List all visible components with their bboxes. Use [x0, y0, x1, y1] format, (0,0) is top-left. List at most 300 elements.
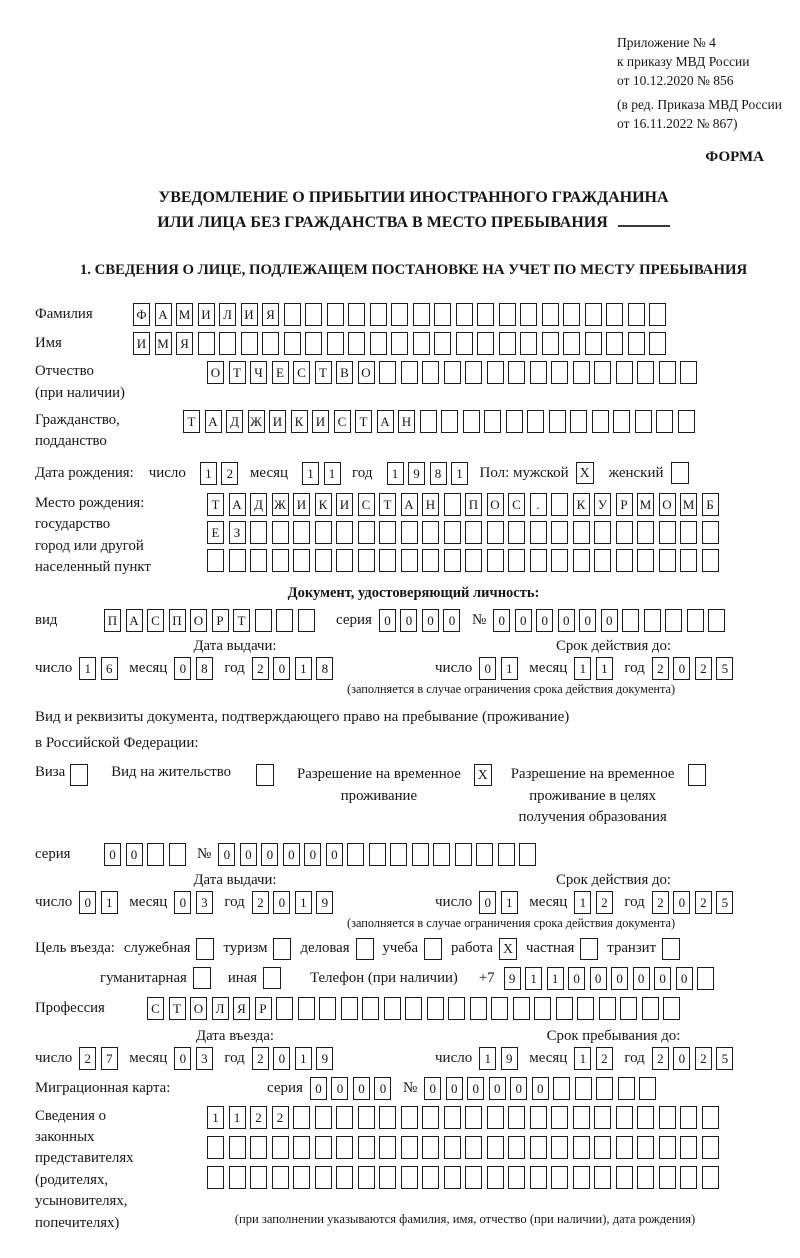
char-cell — [680, 549, 697, 572]
purpose-study-checkbox — [424, 938, 442, 960]
migration-card-number-boxes — [424, 1077, 661, 1100]
day-label: число — [148, 464, 186, 481]
char-cell: 0 — [261, 843, 278, 866]
char-cell — [315, 1166, 332, 1189]
birth-place-label-line4: населенный пункт — [35, 559, 151, 576]
char-cell — [573, 521, 590, 544]
char-cell — [444, 1166, 461, 1189]
char-cell — [229, 549, 246, 572]
char-cell — [606, 303, 623, 326]
char-cell: 0 — [467, 1077, 484, 1100]
sex-male-label: Пол: мужской — [479, 464, 569, 481]
char-cell: 2 — [695, 891, 712, 914]
char-cell — [573, 361, 590, 384]
char-cell — [635, 410, 652, 433]
char-cell — [293, 1136, 310, 1159]
char-cell — [520, 303, 537, 326]
year-label: год — [624, 893, 645, 910]
char-cell: 1 — [525, 967, 542, 990]
number-label: № — [197, 845, 212, 862]
appendix-line: к приказу МВД России — [617, 53, 750, 69]
char-cell: 0 — [273, 657, 290, 680]
validity-note: (заполняется в случае ограничения срока действия документа) — [347, 915, 676, 930]
purpose-label: учеба — [382, 940, 419, 957]
char-cell — [358, 1136, 375, 1159]
residence-doc-intro-line2: в Российской Федерации: — [35, 734, 199, 751]
char-cell: М — [637, 493, 654, 516]
purpose-label: работа — [451, 940, 493, 957]
visa-checkbox — [70, 764, 88, 786]
char-cell: 0 — [515, 609, 532, 632]
char-cell: 2 — [652, 1047, 669, 1070]
day-label: число — [435, 893, 473, 910]
purpose-other-checkbox — [263, 967, 281, 989]
char-cell: 1 — [501, 657, 518, 680]
char-cell — [470, 997, 487, 1020]
representatives-boxes-line2 — [207, 1136, 723, 1159]
char-cell — [659, 1166, 676, 1189]
char-cell: 0 — [489, 1077, 506, 1100]
char-cell — [250, 549, 267, 572]
char-cell — [622, 609, 639, 632]
char-cell — [508, 549, 525, 572]
char-cell — [487, 1166, 504, 1189]
char-cell — [637, 1136, 654, 1159]
char-cell — [680, 1166, 697, 1189]
char-cell — [573, 1166, 590, 1189]
edu-residence-label-line2: проживание в целях — [529, 787, 656, 804]
char-cell — [434, 332, 451, 355]
char-cell — [663, 997, 680, 1020]
temp-residence-checkbox: X — [474, 764, 492, 786]
char-cell — [644, 609, 661, 632]
char-cell: 0 — [326, 843, 343, 866]
char-cell — [659, 361, 676, 384]
char-cell: А — [205, 410, 222, 433]
char-cell — [618, 1077, 635, 1100]
char-cell: . — [530, 493, 547, 516]
char-cell — [530, 1136, 547, 1159]
residence-number-boxes — [218, 843, 541, 866]
char-cell — [390, 843, 407, 866]
char-cell — [594, 361, 611, 384]
char-cell — [207, 1166, 224, 1189]
char-cell: 1 — [302, 462, 319, 485]
stay-month-boxes — [574, 1047, 617, 1070]
purpose-official — [124, 938, 215, 960]
char-cell — [401, 549, 418, 572]
char-cell: Ж — [248, 410, 265, 433]
char-cell: С — [358, 493, 375, 516]
char-cell — [592, 410, 609, 433]
month-label: месяц — [529, 659, 568, 676]
char-cell — [293, 1166, 310, 1189]
temp-residence-label — [297, 764, 461, 807]
birth-place-boxes-line2 — [207, 521, 723, 544]
char-cell: И — [336, 493, 353, 516]
char-cell: С — [147, 997, 164, 1020]
char-cell — [680, 361, 697, 384]
char-cell — [530, 1166, 547, 1189]
char-cell: Т — [233, 609, 250, 632]
surname-label: Фамилия — [35, 306, 93, 323]
char-cell: И — [293, 493, 310, 516]
char-cell — [508, 1106, 525, 1129]
char-cell — [341, 997, 358, 1020]
char-cell: 1 — [574, 657, 591, 680]
issue-year-boxes — [252, 891, 338, 914]
representatives-note: (при заполнении указываются фамилия, имя, отчество (при наличии), дата рождения) — [234, 1211, 696, 1226]
year-label: год — [624, 659, 645, 676]
char-cell — [358, 549, 375, 572]
char-cell: 0 — [422, 609, 439, 632]
birth-day-boxes — [200, 462, 243, 485]
char-cell — [708, 609, 725, 632]
citizenship-label-line2: подданство — [35, 433, 107, 450]
residence-permit-checkbox — [256, 764, 274, 786]
issue-month-boxes — [174, 657, 217, 680]
char-cell: 2 — [652, 657, 669, 680]
representatives-label — [35, 1106, 207, 1235]
entry-date-header: Дата въезда: — [196, 1027, 274, 1044]
char-cell: 0 — [273, 891, 290, 914]
char-cell: 6 — [101, 657, 118, 680]
char-cell — [553, 1077, 570, 1100]
valid-month-boxes — [574, 891, 617, 914]
char-cell — [575, 1077, 592, 1100]
char-cell: 9 — [501, 1047, 518, 1070]
given-name-row — [35, 332, 792, 355]
char-cell — [577, 997, 594, 1020]
char-cell — [456, 303, 473, 326]
char-cell — [207, 549, 224, 572]
char-cell — [498, 843, 515, 866]
sex-female-checkbox — [671, 462, 689, 484]
entry-stay-dates — [35, 1028, 792, 1070]
month-label: месяц — [249, 464, 289, 481]
residence-doc-intro-line1: Вид и реквизиты документа, подтверждающего право на пребывание (проживание) — [35, 708, 570, 725]
char-cell: 1 — [79, 657, 96, 680]
char-cell — [637, 521, 654, 544]
entry-purpose-row — [35, 938, 792, 960]
char-cell: И — [198, 303, 215, 326]
char-cell — [680, 521, 697, 544]
char-cell — [594, 1106, 611, 1129]
char-cell — [327, 332, 344, 355]
char-cell: С — [334, 410, 351, 433]
char-cell — [455, 843, 472, 866]
char-cell — [276, 609, 293, 632]
sex-female-label: женский — [608, 464, 664, 481]
month-label: месяц — [129, 1049, 168, 1066]
char-cell — [448, 997, 465, 1020]
char-cell: 1 — [387, 462, 404, 485]
char-cell — [513, 997, 530, 1020]
doc-number-boxes — [493, 609, 730, 632]
char-cell — [659, 521, 676, 544]
char-cell — [401, 361, 418, 384]
purpose-label: транзит — [607, 940, 657, 957]
char-cell — [508, 361, 525, 384]
char-cell — [315, 1106, 332, 1129]
edition-line: от 16.11.2022 № 867) — [617, 115, 738, 131]
char-cell: 0 — [331, 1077, 348, 1100]
year-label: год — [352, 464, 373, 481]
char-cell: 0 — [479, 657, 496, 680]
char-cell — [401, 1166, 418, 1189]
char-cell: С — [147, 609, 164, 632]
phone-boxes — [504, 967, 719, 990]
birth-place-boxes-line3 — [207, 549, 723, 572]
char-cell — [391, 303, 408, 326]
char-cell — [465, 1136, 482, 1159]
char-cell — [508, 1136, 525, 1159]
char-cell — [487, 1106, 504, 1129]
char-cell — [639, 1077, 656, 1100]
char-cell: 1 — [451, 462, 468, 485]
purpose-work-checkbox: X — [499, 938, 517, 960]
char-cell — [594, 1166, 611, 1189]
month-label: месяц — [529, 1049, 568, 1066]
char-cell — [336, 1106, 353, 1129]
patronymic-row — [35, 361, 792, 404]
char-cell — [659, 1136, 676, 1159]
char-cell: 2 — [252, 657, 269, 680]
char-cell — [422, 361, 439, 384]
char-cell: 0 — [353, 1077, 370, 1100]
char-cell — [637, 1166, 654, 1189]
char-cell: 0 — [379, 609, 396, 632]
char-cell: С — [293, 361, 310, 384]
purpose-study — [383, 938, 443, 960]
char-cell — [519, 843, 536, 866]
char-cell — [549, 410, 566, 433]
char-cell — [422, 549, 439, 572]
char-cell: 0 — [443, 609, 460, 632]
char-cell — [298, 997, 315, 1020]
char-cell: Т — [379, 493, 396, 516]
char-cell — [336, 1166, 353, 1189]
char-cell — [620, 997, 637, 1020]
char-cell — [508, 1166, 525, 1189]
char-cell: 8 — [196, 657, 213, 680]
char-cell — [401, 1136, 418, 1159]
char-cell: 9 — [316, 891, 333, 914]
char-cell — [362, 997, 379, 1020]
title-line2 — [35, 211, 792, 236]
char-cell: О — [190, 609, 207, 632]
title-line1: УВЕДОМЛЕНИЕ О ПРИБЫТИИ ИНОСТРАННОГО ГРАЖДАНИНА — [158, 189, 669, 207]
char-cell — [465, 521, 482, 544]
char-cell: 9 — [316, 1047, 333, 1070]
char-cell: Л — [219, 303, 236, 326]
citizenship-label-line1: Гражданство, — [35, 411, 120, 428]
temp-residence-label-line2: проживание — [340, 787, 418, 804]
char-cell: О — [487, 493, 504, 516]
char-cell — [379, 549, 396, 572]
char-cell: 0 — [601, 609, 618, 632]
char-cell: 5 — [716, 1047, 733, 1070]
char-cell: 0 — [611, 967, 628, 990]
char-cell — [484, 410, 501, 433]
char-cell — [616, 1166, 633, 1189]
char-cell — [272, 549, 289, 572]
char-cell: З — [229, 521, 246, 544]
char-cell — [487, 1136, 504, 1159]
char-cell — [465, 1106, 482, 1129]
migration-card-series-boxes — [310, 1077, 396, 1100]
char-cell: 0 — [536, 609, 553, 632]
char-cell: В — [336, 361, 353, 384]
char-cell — [585, 303, 602, 326]
valid-month-boxes — [574, 657, 617, 680]
validity-date-header: Срок действия до: — [555, 871, 672, 888]
char-cell: Ч — [250, 361, 267, 384]
char-cell: К — [315, 493, 332, 516]
purpose-business-checkbox — [356, 938, 374, 960]
entry-day-boxes — [79, 1047, 122, 1070]
char-cell — [369, 843, 386, 866]
edu-residence-label-line1: Разрешение на временное — [510, 766, 675, 783]
char-cell — [441, 410, 458, 433]
char-cell: Л — [212, 997, 229, 1020]
char-cell — [573, 1106, 590, 1129]
doc-series-boxes — [379, 609, 465, 632]
char-cell: М — [176, 303, 193, 326]
char-cell — [444, 1136, 461, 1159]
residence-permit-options — [35, 764, 792, 828]
char-cell — [379, 1136, 396, 1159]
representatives-boxes-line3 — [207, 1166, 723, 1189]
char-cell: 0 — [218, 843, 235, 866]
char-cell — [534, 997, 551, 1020]
char-cell — [530, 361, 547, 384]
birth-date-label: Дата рождения: — [35, 464, 134, 481]
char-cell — [336, 549, 353, 572]
validity-date-header: Срок действия до: — [555, 637, 672, 654]
char-cell — [520, 332, 537, 355]
char-cell: 0 — [104, 843, 121, 866]
char-cell — [487, 361, 504, 384]
char-cell — [463, 410, 480, 433]
issue-year-boxes — [252, 657, 338, 680]
validity-note: (заполняется в случае ограничения срока действия документа) — [347, 681, 676, 696]
char-cell: 0 — [676, 967, 693, 990]
char-cell — [573, 549, 590, 572]
identity-doc-dates — [35, 638, 792, 697]
char-cell: 1 — [295, 657, 312, 680]
char-cell — [530, 549, 547, 572]
issue-day-boxes — [79, 891, 122, 914]
representatives-row — [35, 1106, 792, 1235]
char-cell: А — [126, 609, 143, 632]
char-cell — [241, 332, 258, 355]
representatives-label-line4: (родителях, — [35, 1171, 109, 1188]
char-cell: 1 — [295, 1047, 312, 1070]
patronymic-label-line1: Отчество — [35, 363, 94, 380]
char-cell: 0 — [174, 657, 191, 680]
edu-residence-label-line3: получения образования — [518, 809, 667, 826]
char-cell — [250, 521, 267, 544]
char-cell — [370, 303, 387, 326]
profession-boxes — [147, 997, 685, 1020]
char-cell — [487, 521, 504, 544]
char-cell — [422, 1106, 439, 1129]
char-cell: У — [594, 493, 611, 516]
month-label: месяц — [129, 659, 168, 676]
char-cell — [637, 361, 654, 384]
citizenship-row — [35, 410, 792, 453]
char-cell — [659, 549, 676, 572]
char-cell: А — [401, 493, 418, 516]
purpose-tourism — [223, 938, 291, 960]
char-cell — [616, 361, 633, 384]
char-cell: 0 — [310, 1077, 327, 1100]
char-cell: 5 — [716, 891, 733, 914]
profession-row — [35, 997, 792, 1020]
char-cell — [665, 609, 682, 632]
char-cell — [336, 521, 353, 544]
char-cell — [293, 549, 310, 572]
char-cell — [465, 549, 482, 572]
char-cell — [542, 303, 559, 326]
birth-month-boxes — [302, 462, 345, 485]
representatives-label-line6: попечителях) — [35, 1214, 120, 1231]
patronymic-label — [35, 361, 207, 404]
char-cell — [358, 1166, 375, 1189]
char-cell: 2 — [252, 891, 269, 914]
char-cell: 2 — [252, 1047, 269, 1070]
char-cell — [379, 1106, 396, 1129]
char-cell — [551, 493, 568, 516]
char-cell: 1 — [479, 1047, 496, 1070]
birth-place-row — [35, 493, 792, 579]
char-cell — [606, 332, 623, 355]
char-cell — [250, 1166, 267, 1189]
char-cell: 0 — [558, 609, 575, 632]
char-cell — [272, 1136, 289, 1159]
purpose-label: туризм — [223, 940, 268, 957]
char-cell: 1 — [501, 891, 518, 914]
char-cell — [444, 493, 461, 516]
doc-kind-boxes — [104, 609, 319, 632]
char-cell — [413, 332, 430, 355]
purpose-business — [300, 938, 373, 960]
char-cell — [412, 843, 429, 866]
char-cell: Д — [226, 410, 243, 433]
char-cell — [250, 1136, 267, 1159]
char-cell: 0 — [633, 967, 650, 990]
edition-line: (в ред. Приказа МВД России — [617, 96, 782, 112]
purpose-tourism-checkbox — [273, 938, 291, 960]
char-cell — [433, 843, 450, 866]
char-cell: О — [207, 361, 224, 384]
patronymic-label-line2: (при наличии) — [35, 384, 125, 401]
char-cell: Т — [183, 410, 200, 433]
stay-until-header: Срок пребывания до: — [546, 1027, 681, 1044]
char-cell — [347, 843, 364, 866]
char-cell — [637, 1106, 654, 1129]
char-cell: 0 — [126, 843, 143, 866]
char-cell — [315, 549, 332, 572]
char-cell — [379, 521, 396, 544]
char-cell — [594, 1136, 611, 1159]
char-cell — [491, 997, 508, 1020]
char-cell: М — [680, 493, 697, 516]
char-cell: 2 — [596, 1047, 613, 1070]
char-cell: 2 — [221, 462, 238, 485]
char-cell: 2 — [652, 891, 669, 914]
